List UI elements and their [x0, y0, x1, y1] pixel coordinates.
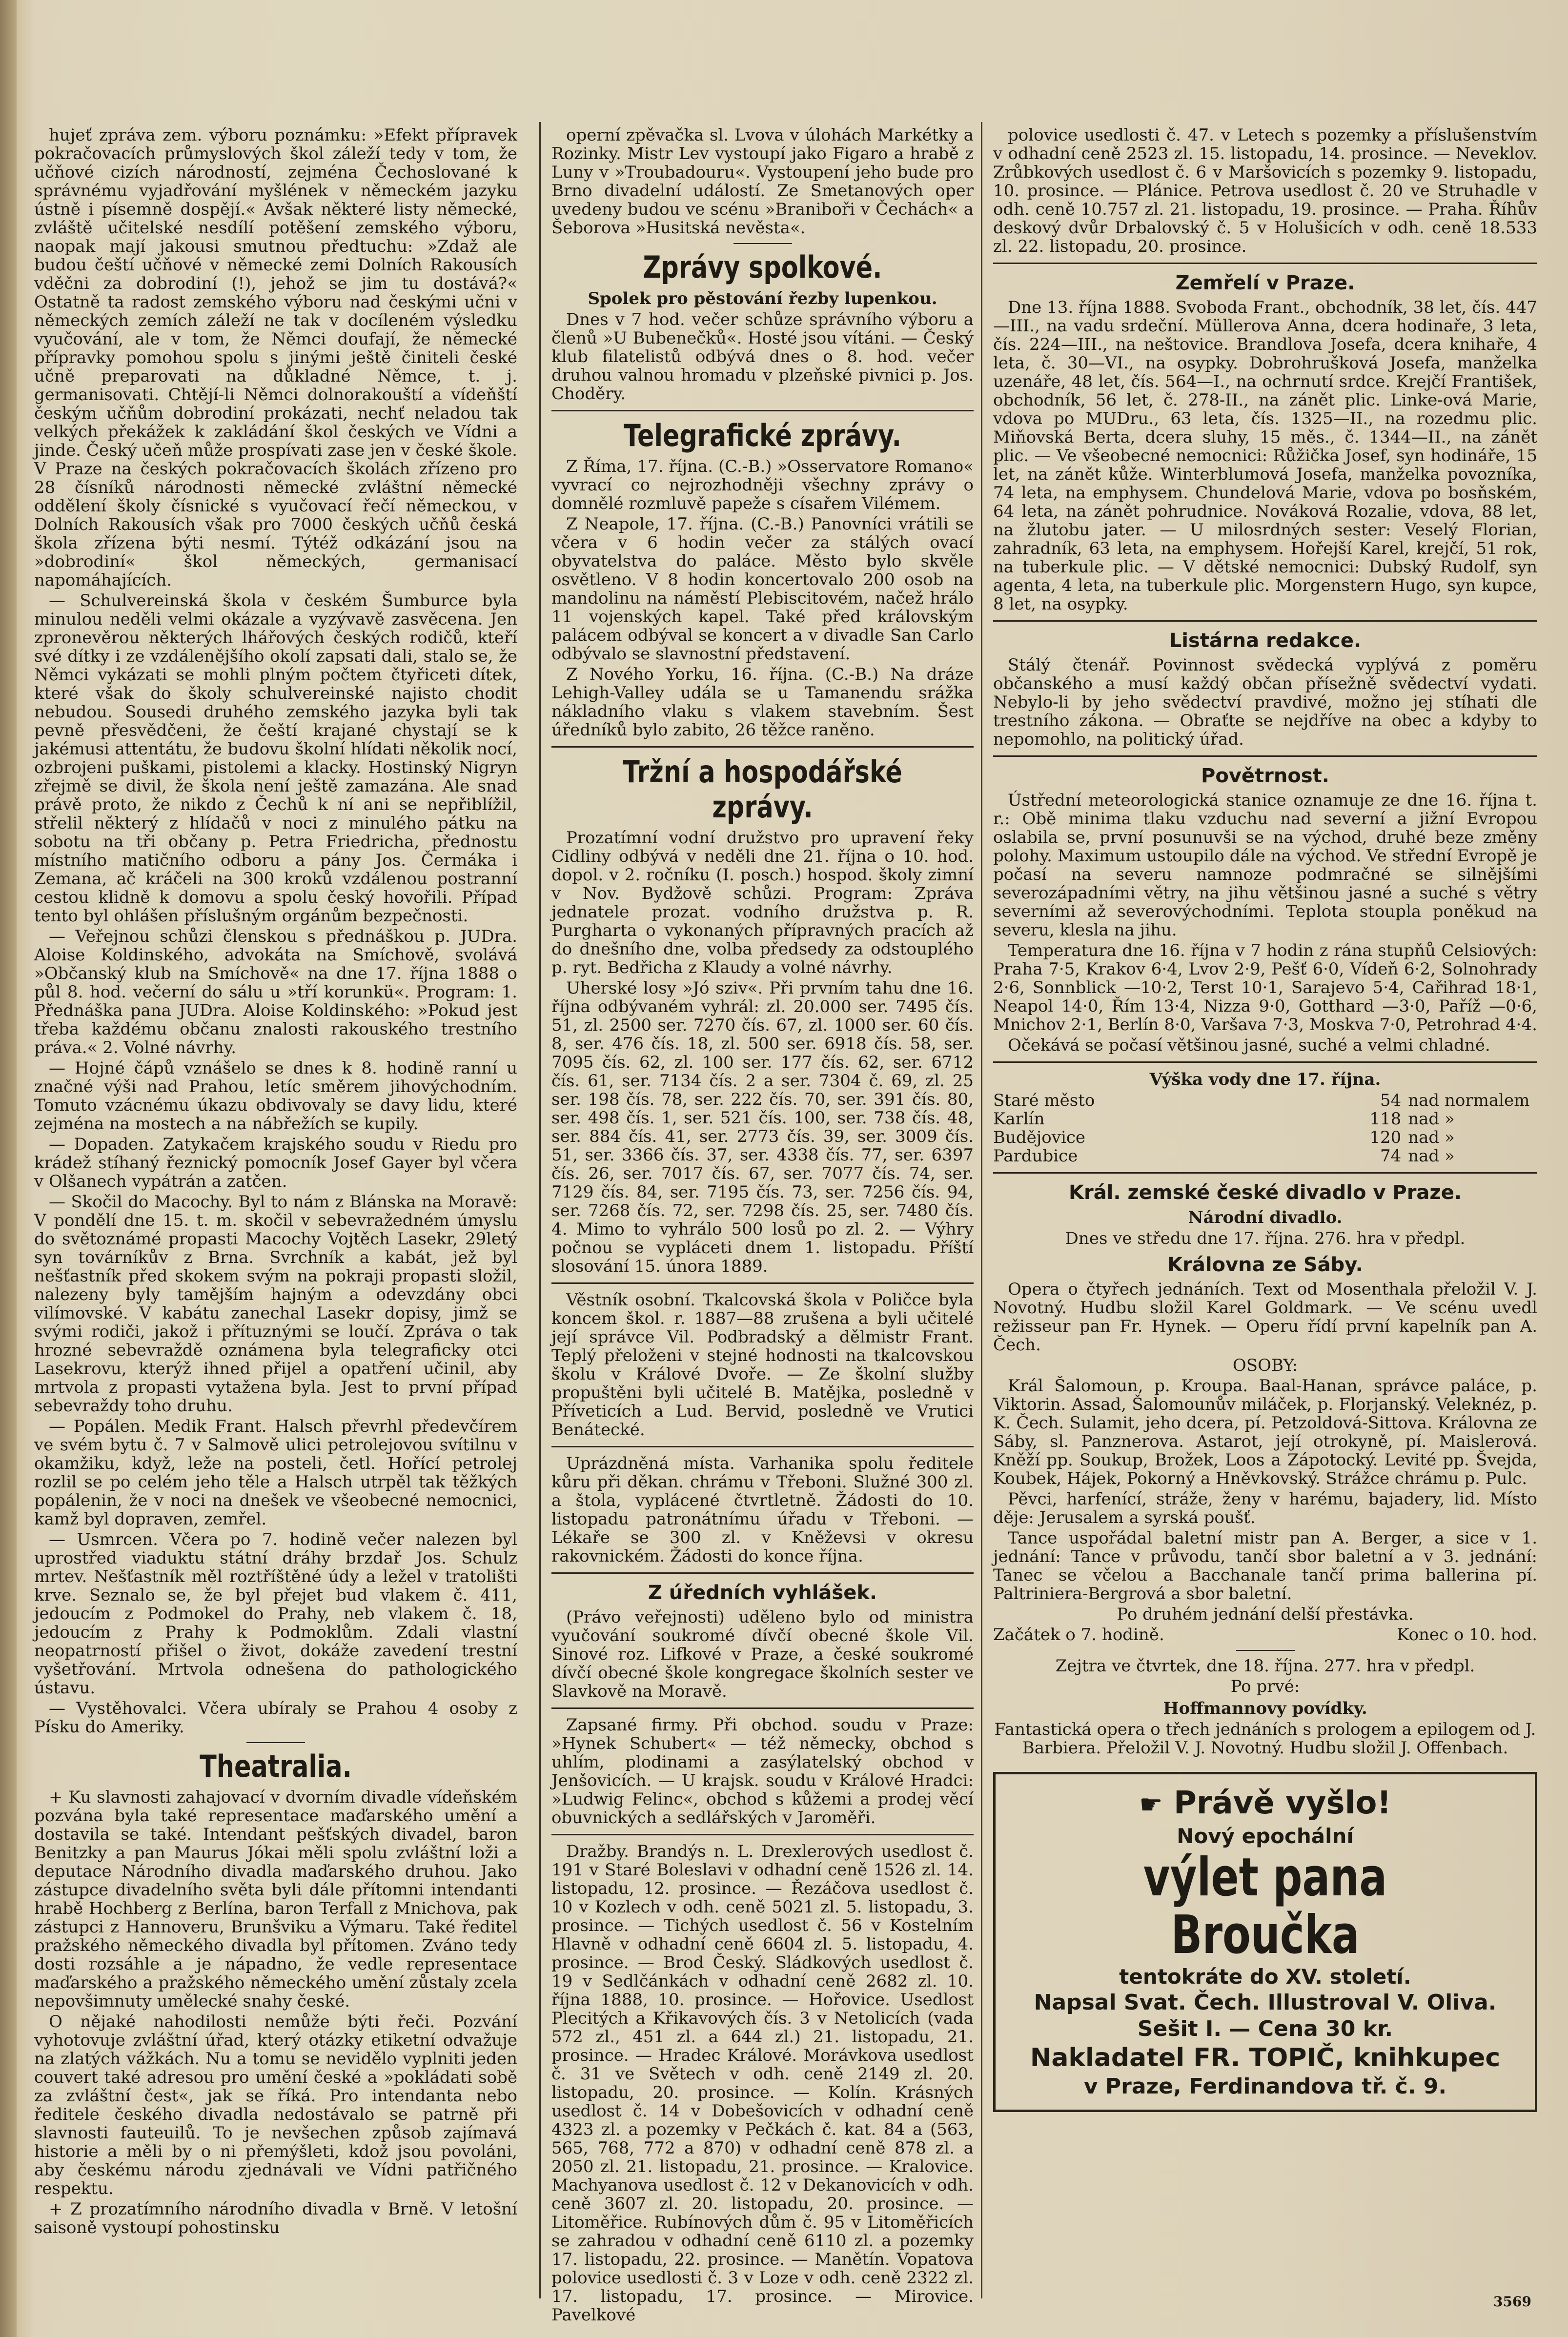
section-heading-zemreli: Zemřelí v Praze. [1175, 272, 1355, 294]
article-paragraph: Zapsané firmy. Při obchod. soudu v Praze: »Hynek Schubert« — též německy, obchod s uhlím, plodinami a zasýlatelský obchod v Jenšovicích. — U krajsk. soudu v Králové Hradci: »Ludwig Felinc«, obchod s kůžemi a prodej věcí obuvnických a sedlářských v Jaroměři. [551, 1715, 974, 1828]
column-2 [551, 126, 974, 2326]
table-cell-place: Staré město [993, 1091, 1095, 1110]
page-fold-edge [0, 0, 17, 2337]
table-cell-value: 74 [1380, 1146, 1402, 1166]
column-1 [34, 126, 517, 2239]
section-heading-voda: Výška vody dne 17. října. [1149, 1070, 1381, 1089]
article-paragraph: Ústřední meteorologická stanice oznamuje ze dne 16. října t. r.: Obě minima tlaku vzduchu nad severní a jižní Evropou oslabila se, první posunuvši se na východ, druhé beze změny polohy. Maximum ustoupilo dále na východ. Ve střední Evropě je počasí na severu namnoze podmračné se silnějšími severozápadními větry, na jihu většinou jasné a suché s větry severními až severovýchodními. Teplota stoupla poněkud na severu, klesla na jihu. [993, 791, 1537, 940]
table-cell-value: 120 [1369, 1128, 1402, 1147]
table-cell-unit: nad » [1408, 1128, 1455, 1147]
table-row [993, 1110, 1537, 1128]
article-paragraph: (Právo veřejnosti) uděleno bylo od ministra vyučování soukromé dívčí obecné škole Vil. Sinové roz. Lifkové v Praze, a české soukromé dívčí obecné škole kongregace školních sester ve Slavkově na Moravě. [551, 1607, 974, 1701]
section-divider [1236, 1650, 1295, 1651]
section-heading-telegraf: Telegrafické zprávy. [624, 418, 901, 453]
ad-address: v Praze, Ferdinandova tř. č. 9. [1083, 2074, 1447, 2099]
section-divider [551, 1282, 974, 1284]
article-paragraph: Dne 13. října 1888. Svoboda Frant., obchodník, 38 let, čís. 447—III., na vadu srdeční. Müllerova Anna, dcera hodinaře, 3 leta, čís. 224—III., na neštovice. Brandlova Josefa, dcera knihaře, 4 leta, č. 30—VI., na osypky. Dobrohrušková Josefa, manželka uzenáře, 48 let, čís. 564—I., na ochrnutí srdce. Krejčí František, obchodník, 56 let, č. 278-II., na zánět plic. Linke-ová Marie, vdova po MUDru., 63 leta, čís. 1325—II., na rozedmu plic. Miňovská Berta, dcera sluhy, 15 měs., č. 1344—II., na zánět plic. — Ve všeobecné nemocnici: Růžička Josef, syn hodináře, 15 let, na zánět kůže. Winterblumová Josefa, manželka povozníka, 74 leta, na emphysem. Chundelová Marie, vdova po bosňském, 64 leta, na zánět pohrudnice. Nováková Rozalie, vdova, 88 let, na žlutobu jater. — U milosrdných sester: Veselý Florian, zahradník, 63 leta, na emphysem. Hořejší Karel, krejčí, 51 rok, na tuberkule plic. — V dětské nemocnici: Dubský Rudolf, syn agenta, 4 leta, na tuberkule plic. Morgenstern Hugo, syn kupce, 8 let, na osypky. [993, 298, 1537, 614]
play-title: Královna ze Sáby. [1167, 1254, 1363, 1276]
column-3 [993, 126, 1537, 2112]
section-divider [551, 1446, 974, 1447]
dance-note: Tance uspořádal baletní mistr pan A. Berger, a sice v 1. jednání: Tance v průvodu, tančí sbor baletní a v 3. jednání: Tanec se včelou a Bacchanale tančí prima ballerina pí. Paltriniera-Bergrová a sbor baletní. [993, 1528, 1537, 1604]
table-cell-place: Karlín [993, 1109, 1045, 1129]
section-divider [733, 243, 792, 244]
section-heading-pocasi: Povětrnost. [1201, 765, 1329, 787]
article-paragraph: — Popálen. Medik Frant. Halsch převrhl předevčírem ve svém bytu č. 7 v Salmově ulici petrolejovou svítilnu v okamžiku, když, leže na posteli, četl. Hořící petrolej rozlil se po celém jeho těle a Halsch utrpěl tak těžkých popálenin, že v noci na dnešek ve všeobecné nemocnici, kamž byl dopraven, zemřel. [34, 1417, 517, 1529]
show-times [993, 1626, 1537, 1644]
article-paragraph: hujeť zpráva zem. výboru poznámku: »Efekt přípravek pokračovacích průmyslových škol záleží tedy v tom, že učňové cizích národností, zejména Čechoslované k správnému vyjadřování myšlének v německém jazyku ústně i písemně dospějí.« Avšak některé listy německé, zvláště učitelské nesdílí potěšení zemského výboru, naopak mají jakousi smutnou předtuchu: »Zdaž ale budou čeští učňové v německé zemi Dolních Rakousích vděčni za dobrodiní (!), jehož se jim tu dostává?« Ostatně ta radost zemského výboru nad českými učni v německých zemích záleží ne tak v docíleném výsledku vyučování, ale v tom, že Němci doufají, že německé přípravky pomohou spolu s jinými ještě činiteli české učně preparovati na důkladné Němce, t. j. germanisovati. Chtějí-li Němci dolnorakouští a vídeňští českým učňům dobrodiní prokázati, nechť neladou tak velkých překážek k zakládání škol českých ve Vídni a jinde. Český učeň může prospívati zase jen v české škole. V Praze na českých pokračovacích školách zřízeno pro 28 čísníků národnosti německé zvláštní německé oddělení školy čísnické s vyučovací řečí německou, v Dolních Rakousích však pro 7000 českých učňů česká škola zřízena býti nesmí. Týtéž odkázání jsou na »dobrodiní« škol německých, germanisací napomáhajících. [34, 125, 517, 590]
section-heading-trzni: Tržní a hospodářské zprávy. [623, 754, 902, 825]
cast-list: Král Šalomoun, p. Kroupa. Baal-Hanan, správce paláce, p. Viktorin. Assad, Šalomounův miláček, p. Florjanský. Veleknéz, p. K. Čech. Sulamit, jeho dcera, pí. Petzoldová-Sittova. Královna ze Sáby, sl. Panznerova. Astarot, její otrokyně, pí. Maislerová. Kněží pp. Soukup, Brožek, Loos a Zápotocký. Levité pp. Švejda, Koubek, Hájek, Pokorný a Hněvkovský. Strážce chrámu p. Pulc. [993, 1376, 1537, 1488]
water-level-table [993, 1091, 1537, 1165]
section-heading-divadlo: Král. zemské české divadlo v Praze. [1068, 1181, 1462, 1204]
extras: Pěvci, harfenící, stráže, ženy v harému, bajadery, lid. Místo děje: Jerusalem a syrská poušť. [993, 1489, 1537, 1527]
section-divider [551, 1834, 974, 1835]
table-row [993, 1091, 1537, 1110]
article-paragraph: Temperatura dne 16. října v 7 hodin z rána stupňů Celsiových: Praha 7·5, Krakov 6·4, Lvov 2·9, Pešť 6·0, Vídeň 6·2, Solnohrady 2·6, Sonnblick —10·2, Terst 10·1, Sarajevo 5·4, Cařihrad 18·1, Neapol 14·0, Řím 13·4, Nizza 9·0, Gotthard —3·0, Paříž —0·6, Mnichov 2·1, Berlín 8·0, Varšava 7·3, Moskva 7·0, Petrohrad 4·4. [993, 941, 1537, 1035]
section-divider [993, 263, 1537, 264]
table-cell-unit: nad » [1408, 1146, 1455, 1166]
pointing-hand-icon: ☛ [1139, 1789, 1163, 1820]
ad-line-4: tentokráte do XV. století. [1119, 1965, 1411, 1989]
section-divider [551, 746, 974, 748]
table-cell-unit: nad » [1408, 1109, 1455, 1129]
table-row [993, 1147, 1537, 1165]
table-cell-unit: nad normalem [1408, 1091, 1530, 1110]
article-paragraph: + Z prozatímního národního divadla v Brně. V letošní saisoně vystoupí pohostinsku [34, 2199, 517, 2237]
section-divider [551, 410, 974, 411]
article-paragraph: O nějaké nahodilosti nemůže býti řeči. Pozvání vyhotovuje zvláštní úřad, který otázky etiketní odvažuje na zlatých vážkách. Nu a tomu se nevidělo vyplniti jeden couvert také adresou pro umění české a »pokládati sobě za zvláštní čest«, jak se říká. Pro intendanta nebo ředitele českého divadla nedostávalo se patrně při slavnosti fauteuilů. To je nevšechen způsob zajímavá historie a měli by o ni přemýšleti, kdož jsou povoláni, aby českému národu zjednávali ve Vídni patřičného respektu. [34, 2012, 517, 2198]
article-paragraph: — Usmrcen. Včera po 7. hodině večer nalezen byl uprostřed viaduktu státní dráhy brzdař Jos. Schulz mrtev. Nešťastník měl roztříštěné údy a ležel v tratolišti krve. Seznalo se, že byl přejet bud vlakem č. 411, jedoucím z Podmokel do Prahy, neb vlakem č. 18, jedoucím z Prahy k Podmoklům. Zdali vlastní neopatrností přišel o život, dokáže zavedení trestní vyšetřování. Mrtvola odnešena do pathologického ústavu. [34, 1530, 517, 1698]
tomorrow-description: Fantastická opera o třech jednáních s prologem a epilogem od J. Barbiera. Přeložil V. J. Novotný. Hudbu složil J. Offenbach. [994, 1720, 1536, 1758]
tomorrow-first: Po prvé: [1230, 1677, 1300, 1696]
subheading: Národní divadlo. [1188, 1208, 1343, 1227]
table-cell-value: 118 [1369, 1109, 1402, 1129]
article-paragraph: — Vystěhovalci. Včera ubíraly se Prahou 4 osoby z Písku do Ameriky. [34, 1699, 517, 1737]
table-cell-place: Pardubice [993, 1146, 1078, 1166]
start-time: Začátek o 7. hodině. [993, 1625, 1164, 1645]
tomorrow-date: Zejtra ve čtvrtek, dne 18. října. 277. hra v předpl. [1055, 1656, 1475, 1676]
article-paragraph: Z Neapole, 17. října. (C.-B.) Panovníci vrátili se včera v 6 hodin večer za stálých ovací obyvatelstva do paláce. Město bylo skvěle osvětleno. V 8 hodin koncertovalo 200 osob na mandolinu na náměstí Plebiscitovém, načež hrálo 11 vojenských kapel. Také před královským palácem odbýval se koncert a v divadle San Carlo odbývalo se slavnostní představení. [551, 514, 974, 664]
article-paragraph: Věstník osobní. Tkalcovská škola v Poličce byla koncem škol. r. 1887—88 zrušena a byli učitelé její správce Vil. Podbradský a dělmistr Frant. Teplý přeloženi v stejné hodnosti na tkalcovskou školu v Králové Dvoře. — Ze školní služby propuštěni byli učitelé B. Matějka, posledně v Příveticích a Lud. Bervid, posledně ve Vrutici Benátecké. [551, 1290, 974, 1440]
section-divider [551, 1707, 974, 1709]
article-paragraph: Uprázdněná místa. Varhanika spolu ředitele kůru při děkan. chrámu v Třeboni. Služné 300 zl. a štola, vyplácené čtvrtletně. Žádosti do 10. listopadu patronátnímu úřadu v Třeboni. — Lékaře se 300 zl. v Kněževsi v okresu rakovnickém. Žádosti do konce října. [551, 1454, 974, 1566]
ad-line-1: Právě vyšlo! [1174, 1785, 1391, 1821]
article-paragraph: Dnes v 7 hod. večer schůze správního výboru a členů »U Bubenečků«. Hosté jsou vítáni. — Český klub filatelistů odbývá dnes o 8. hod. večer druhou valnou hromadu v plzeňské pivnici p. Jos. Choděry. [551, 310, 974, 404]
section-heading-spolkove: Zprávy spolkové. [643, 249, 882, 285]
article-paragraph: — Dopaden. Zatykačem krajského soudu v Riedu pro krádež stíhaný řeznický pomocník Josef Gayer byl včera v Olšanech vypátrán a zatčen. [34, 1135, 517, 1191]
table-cell-value: 54 [1380, 1091, 1402, 1110]
article-paragraph: Z Říma, 17. října. (C.-B.) »Osservatore Romano« vyvrací co nejrozhodněji všechny zprávy o domnělé rozmluvě papeže s císařem Vilémem. [551, 457, 974, 513]
ad-book-title: výlet pana Broučka [1143, 1847, 1387, 1966]
play-description: Opera o čtyřech jednáních. Text od Mosenthala přeložil V. J. Novotný. Hudbu složil Karel Goldmark. — Ve scénu uvedl režisseur pan Fr. Hynek. — Operu řídí první kapelník pan A. Čech. [993, 1280, 1537, 1355]
performance-date: Dnes ve středu dne 17. října. 276. hra v předpl. [1065, 1229, 1466, 1248]
section-divider [246, 1742, 305, 1743]
column-rule-2 [981, 122, 982, 2298]
table-cell-place: Budějovice [993, 1128, 1086, 1147]
article-paragraph: — Hojné čápů vznášelo se dnes k 8. hodině ranní u značné výši nad Prahou, letíc směrem jihovýchodním. Tomuto vzácnému úkazu obdivovaly se davy lidu, které zejména na mostech a na nábřežích se kupily. [34, 1058, 517, 1134]
article-paragraph: polovice usedlosti č. 47. v Letech s pozemky a příslušenstvím v odhadní ceně 2523 zl. 15. listopadu, 14. prosince. — Neveklov. Zrůbkových usedlost č. 6 v Maršovicích s pozemky 9. listopadu, 10. prosince. — Plánice. Petrova usedlost č. 20 ve Struhadle v odh. ceně 10.757 zl. 21. listopadu, 19. prosince. — Praha. Říhův deskový dvůr Drbalovský č. 5 v Holušicích v odh. ceně 18.533 zl. 22. listopadu, 20. prosince. [993, 125, 1537, 256]
section-heading-theatralia: Theatralia. [200, 1748, 352, 1784]
article-paragraph: Stálý čtenář. Povinnost svědecká vyplývá z poměru občanského a musí každý občan přísežně svědectví vydati. Nebylo-li by jeho svědectví pravdivé, možno jej stíhati dle trestního zákona. — Obraťte se nejdříve na obec a kdyby to nepomohlo, na politický úřad. [993, 655, 1537, 749]
section-divider [993, 755, 1537, 757]
table-row [993, 1128, 1537, 1147]
section-divider [993, 1172, 1537, 1174]
article-paragraph: Prozatímní vodní družstvo pro upravení řeky Cidliny odbývá v neděli dne 21. října o 10. hod. dopol. v 2. ročníku (I. posch.) hospod. školy zimní v Nov. Bydžově schůzi. Program: Zpráva jednatele prozat. vodního družstva p. R. Purgharta o vykonaných přípravných pracích až do dnešního dne, volba předsedy za odstouplého p. ryt. Bedřicha z Klaudy a volné návrhy. [551, 828, 974, 977]
article-paragraph: Očekává se počasí většinou jasné, suché a velmi chladné. [1008, 1036, 1490, 1055]
ad-line-2: Nový epochální [1177, 1824, 1354, 1848]
ad-headline [1005, 1784, 1525, 1824]
ad-price: Sešit I. — Cena 30 kr. [1137, 2016, 1393, 2041]
article-paragraph: + Ku slavnosti zahajovací v dvorním divadle vídeňském pozvána byla také representace maďarského umění a dostavila se také. Intendant pešťských divadel, baron Benitzky a pan Maurus Jókai měli spolu zvláštní loži a deputace Národního divadla maďarského druhou. Jako zástupce divadelního světa byli dále přítomni intendanti hrabě Hochberg z Berlína, baron Terfall z Mnichova, pak zástupci z Hannoveru, Brunšviku a Výmaru. Také ředitel pražského německého divadla byl přítomen. Zváno tedy dosti rozsáhle a je nápadno, že vedle representace maďarského a pražského německého umění zůstaly zcela nepovšimnuty umělecké snahy české. [34, 1788, 517, 2011]
cast-heading: OSOBY: [1232, 1356, 1298, 1375]
article-paragraph: Dražby. Brandýs n. L. Drexlerových usedlost č. 191 v Staré Boleslavi v odhadní ceně 1526 zl. 14. listopadu, 12. prosince. — Řezáčova usedlost č. 10 v Kozlech v odh. ceně 5021 zl. 5. listopadu, 3. prosince. — Tichých usedlost č. 56 v Kostelním Hlavně v odhadní ceně 6604 zl. 5. listopadu, 4. prosince. — Brod Český. Sládkových usedlost č. 19 v Sedlčánkách v odhadní ceně 2682 zl. 10. října 1888, 10. prosince. — Hořovice. Usedlost Plecitých a Křikavových čís. 3 v Netolicích (vada 572 zl., 451 zl. a 644 zl.) 21. listopadu, 21. prosince. — Hradec Králové. Morávkova usedlost č. 31 ve Světech v odh. ceně 2149 zl. 20. listopadu, 20. prosince. — Kolín. Krásných usedlost č. 14 v Dobešovicích v odhadní ceně 4323 zl. a pozemky v Pečkách č. kat. 84 a (563, 565, 768, 772 a 870) v odhadní ceně 878 zl. a 2050 zl. 21. listopadu, 21. prosince. — Kralovice. Machyanova usedlost č. 12 v Dekanovicích v odh. ceně 3607 zl. 20. listopadu, 20. prosince. — Litoměřice. Rubínových dům č. 95 v Litoměřicích se zahradou v odhadní ceně 6110 zl. a pozemky 17. listopadu, 22. prosince. — Manětín. Vopatova polovice usedlosti č. 3 v Loze v odh. ceně 2322 zl. 17. listopadu, 17. prosince. — Mirovice. Pavelkové [551, 1842, 974, 2325]
article-paragraph: — Skočil do Macochy. Byl to nám z Blánska na Moravě: V pondělí dne 15. t. m. skočil v sebevražedném úmyslu do světoznámé propasti Macochy Vojtěch Lasekr, 29letý syn továrníkův z Brna. Svrchník a kabát, jež byl nešťastník před skokem svým na pokraji propasti složil, nalezeny byly tamějším hajným a odevzdány obci vilímovské. V kabátu zanechal Lasekr dopisy, jimž se svými rodiči, jakož i přítuznými se loučí. Zpráva o tak hrozné sebevraždě oznámena byla telegraficky otci Lasekrovu, kterýž ihned přijel a opatření učinil, aby mrtvola z propasti vytažena byla. Jest to první případ sebevraždy toho druhu. [34, 1192, 517, 1416]
article-paragraph: — Schulvereinská škola v českém Šumburce byla minulou neděli velmi okázale a vyzývavě zasvěcena. Jen zpronevěrou některých lhářových českých rodičů, kteří své dítky i ze vzdálenějšího okolí zapsati dali, stalo se, že Němci vykázati se mohli plným počtem čtyřiceti dítek, které však do školy schulvereinské najisto chodit nebudou. Sousedi druhého zemského jazyka byli tak pevně přesvědčeni, že čeští krajané chystají se k jakémusi attentátu, že budovu školní hlídati několik nocí, ozbrojeni puškami, pistolemi a klacky. Hostinský Nigryn zřejmě se divil, že škola není ještě zamazána. Ale snad právě proto, že nikdo z Čechů k ní ani se nepřiblížil, střelil některý z hlídačů v noci z minulého pátku na sobotu na tři občany p. Petra Friedricha, přednostu místního matičního odboru a pány Jos. Čermáka i Zemana, ač kráčeli na 300 kroků vzdálenou postranní cestou klidně k domovu a spolu český hovořili. Případ tento byl ohlášen příslušným orgánům bezpečnosti. [34, 591, 517, 926]
ad-authors: Napsal Svat. Čech. Illustroval V. Oliva. [1034, 1990, 1497, 2015]
column-rule-1 [539, 122, 541, 2298]
section-heading-uradnich: Z úředních vyhlášek. [648, 1582, 877, 1604]
article-paragraph: Z Nového Yorku, 16. října. (C.-B.) Na dráze Lehigh-Valley udála se u Tamanendu srážka nákladního vlaku s vlakem stavebním. Šest úředníků bylo zabito, 26 těžce raněno. [551, 665, 974, 740]
tomorrow-title: Hoffmannovy povídky. [1163, 1699, 1367, 1718]
section-divider [993, 1061, 1537, 1063]
article-paragraph: — Veřejnou schůzi členskou s přednáškou p. JUDra. Aloise Koldinského, advokáta na Smíchově, svolává »Občanský klub na Smíchově« na dne 17. října 1888 o půl 8. hod. večerní do sálu u »tří korunkü«. Program: 1. Přednáška pana JUDra. Aloise Koldinského: »Pokud jest třeba každému občanu znalosti rakouského trestního práva.« 2. Volné návrhy. [34, 927, 517, 1057]
subheading: Spolek pro pěstování řezby lupenkou. [588, 289, 937, 308]
section-heading-listarna: Listárna redakce. [1169, 630, 1362, 652]
section-divider [993, 620, 1537, 622]
section-divider [551, 1572, 974, 1574]
advertisement-box [993, 1772, 1537, 2112]
article-paragraph: operní zpěvačka sl. Lvova v úlohách Markétky a Rozinky. Mistr Lev vystoupí jako Figaro a hrabě z Luny v »Troubadouru«. Vystoupení jeho bude pro Brno divadelní událostí. Ze Smetanových oper uvedeny budou ve scénu »Braniboři v Čechách« a Šeborova »Husitská nevěsta«. [551, 125, 974, 238]
page-number: 3569 [1493, 2294, 1531, 2310]
ad-publisher: Nakladatel FR. TOPIČ, knihkupec [1030, 2043, 1501, 2073]
article-paragraph: Uherské losy »Jó sziv«. Při prvním tahu dne 16. října odbývaném vyhrál: zl. 20.000 ser. 7495 čís. 51, zl. 2500 ser. 7270 čís. 67, zl. 1000 ser. 60 čís. 8, ser. 476 čís. 18, zl. 500 ser. 6918 čís. 58, ser. 7095 čís. 62, zl. 100 ser. 177 čís. 62, ser. 6712 čís. 61, ser. 7134 čís. 2 a ser. 7304 č. 69, zl. 25 ser. 198 čís. 78, ser. 222 čís. 70, ser. 391 čís. 80, ser. 498 čís. 1, ser. 521 čís. 100, ser. 738 čís. 48, ser. 884 čís. 41, ser. 2773 čís. 39, ser. 3009 čís. 51, ser. 3366 čís. 37, ser. 4338 čís. 77, ser. 6397 čís. 26, ser. 7017 čís. 67, ser. 7077 čís. 74, ser. 7129 čís. 84, ser. 7195 čís. 73, ser. 7256 čís. 94, ser. 7268 čís. 72, ser. 7298 čís. 25, ser. 7480 čís. 4. Mimo to vyhrálo 500 losů po zl. 2. — Výhry počnou se vypláceti dnem 1. listopadu. Příští slosování 15. února 1889. [551, 978, 974, 1276]
end-time: Konec o 10. hod. [1397, 1625, 1537, 1645]
intermission-note: Po druhém jednání delší přestávka. [1117, 1605, 1414, 1624]
